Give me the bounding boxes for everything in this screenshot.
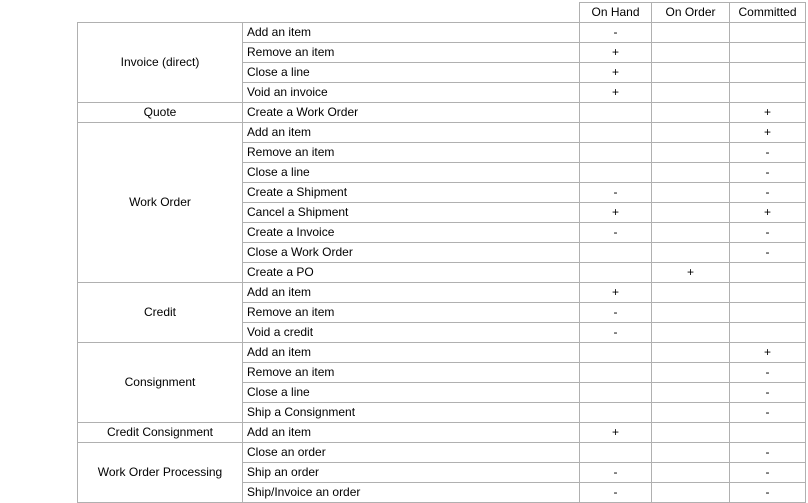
action-cell: Create a Work Order bbox=[243, 103, 580, 123]
committed-cell bbox=[730, 43, 806, 63]
on-hand-cell: - bbox=[580, 463, 652, 483]
on-hand-cell: + bbox=[580, 203, 652, 223]
on-hand-cell bbox=[580, 163, 652, 183]
action-cell: Remove an item bbox=[243, 363, 580, 383]
action-cell: Close a Work Order bbox=[243, 243, 580, 263]
action-cell: Close a line bbox=[243, 383, 580, 403]
action-cell: Close a line bbox=[243, 163, 580, 183]
on-order-cell bbox=[652, 463, 730, 483]
action-cell: Add an item bbox=[243, 283, 580, 303]
on-hand-cell bbox=[580, 123, 652, 143]
on-order-cell bbox=[652, 403, 730, 423]
committed-cell: - bbox=[730, 463, 806, 483]
action-cell: Create a Invoice bbox=[243, 223, 580, 243]
on-hand-cell: + bbox=[580, 283, 652, 303]
committed-cell bbox=[730, 283, 806, 303]
on-hand-cell: - bbox=[580, 323, 652, 343]
on-order-cell bbox=[652, 223, 730, 243]
committed-cell bbox=[730, 423, 806, 443]
committed-cell: - bbox=[730, 363, 806, 383]
table-header bbox=[78, 3, 806, 23]
on-hand-cell bbox=[580, 443, 652, 463]
on-order-cell bbox=[652, 123, 730, 143]
table-body bbox=[78, 23, 806, 503]
on-order-cell bbox=[652, 83, 730, 103]
header-action-blank bbox=[243, 3, 580, 23]
document-type-cell: Credit Consignment bbox=[78, 423, 243, 443]
committed-cell bbox=[730, 63, 806, 83]
committed-cell bbox=[730, 323, 806, 343]
committed-cell bbox=[730, 23, 806, 43]
on-order-cell bbox=[652, 23, 730, 43]
action-cell: Add an item bbox=[243, 423, 580, 443]
on-order-cell bbox=[652, 163, 730, 183]
header-on-order: On Order bbox=[652, 3, 730, 23]
action-cell: Void an invoice bbox=[243, 83, 580, 103]
action-cell: Remove an item bbox=[243, 143, 580, 163]
on-hand-cell bbox=[580, 403, 652, 423]
on-order-cell bbox=[652, 143, 730, 163]
action-cell: Cancel a Shipment bbox=[243, 203, 580, 223]
on-hand-cell bbox=[580, 343, 652, 363]
on-hand-cell: + bbox=[580, 63, 652, 83]
table-row bbox=[78, 343, 806, 363]
committed-cell bbox=[730, 83, 806, 103]
committed-cell: - bbox=[730, 403, 806, 423]
on-hand-cell: - bbox=[580, 183, 652, 203]
action-cell: Ship a Consignment bbox=[243, 403, 580, 423]
table-row bbox=[78, 283, 806, 303]
on-order-cell: + bbox=[652, 263, 730, 283]
action-cell: Add an item bbox=[243, 343, 580, 363]
document-type-cell: Work Order Processing bbox=[78, 443, 243, 503]
action-cell: Add an item bbox=[243, 123, 580, 143]
committed-cell: + bbox=[730, 203, 806, 223]
action-cell: Close a line bbox=[243, 63, 580, 83]
on-order-cell bbox=[652, 183, 730, 203]
action-cell: Close an order bbox=[243, 443, 580, 463]
committed-cell bbox=[730, 303, 806, 323]
header-on-hand: On Hand bbox=[580, 3, 652, 23]
on-order-cell bbox=[652, 203, 730, 223]
on-order-cell bbox=[652, 323, 730, 343]
on-hand-cell: + bbox=[580, 43, 652, 63]
on-order-cell bbox=[652, 63, 730, 83]
committed-cell: - bbox=[730, 163, 806, 183]
document-type-cell: Credit bbox=[78, 283, 243, 343]
on-hand-cell bbox=[580, 143, 652, 163]
on-hand-cell: + bbox=[580, 83, 652, 103]
action-cell: Create a PO bbox=[243, 263, 580, 283]
document-type-cell: Consignment bbox=[78, 343, 243, 423]
table-row bbox=[78, 23, 806, 43]
on-hand-cell bbox=[580, 243, 652, 263]
committed-cell: - bbox=[730, 243, 806, 263]
on-hand-cell bbox=[580, 103, 652, 123]
action-cell: Add an item bbox=[243, 23, 580, 43]
committed-cell: - bbox=[730, 183, 806, 203]
on-hand-cell: - bbox=[580, 223, 652, 243]
committed-cell: - bbox=[730, 483, 806, 503]
committed-cell: + bbox=[730, 343, 806, 363]
inventory-effects-table bbox=[77, 2, 806, 503]
on-order-cell bbox=[652, 423, 730, 443]
on-order-cell bbox=[652, 383, 730, 403]
committed-cell: - bbox=[730, 443, 806, 463]
on-order-cell bbox=[652, 243, 730, 263]
table-row bbox=[78, 103, 806, 123]
on-order-cell bbox=[652, 363, 730, 383]
committed-cell: - bbox=[730, 143, 806, 163]
header-document-blank bbox=[78, 3, 243, 23]
table-header-row bbox=[78, 3, 806, 23]
header-committed: Committed bbox=[730, 3, 806, 23]
on-hand-cell: + bbox=[580, 423, 652, 443]
on-order-cell bbox=[652, 103, 730, 123]
document-type-cell: Quote bbox=[78, 103, 243, 123]
document-type-cell: Invoice (direct) bbox=[78, 23, 243, 103]
action-cell: Remove an item bbox=[243, 303, 580, 323]
on-hand-cell: - bbox=[580, 303, 652, 323]
on-hand-cell bbox=[580, 263, 652, 283]
on-hand-cell: - bbox=[580, 483, 652, 503]
on-hand-cell bbox=[580, 383, 652, 403]
table-row bbox=[78, 123, 806, 143]
on-hand-cell bbox=[580, 363, 652, 383]
spreadsheet-sheet bbox=[0, 2, 808, 499]
table-row bbox=[78, 423, 806, 443]
committed-cell: - bbox=[730, 383, 806, 403]
on-hand-cell: - bbox=[580, 23, 652, 43]
committed-cell: + bbox=[730, 123, 806, 143]
committed-cell: - bbox=[730, 223, 806, 243]
committed-cell: + bbox=[730, 103, 806, 123]
table-row bbox=[78, 443, 806, 463]
on-order-cell bbox=[652, 303, 730, 323]
on-order-cell bbox=[652, 283, 730, 303]
action-cell: Ship/Invoice an order bbox=[243, 483, 580, 503]
action-cell: Ship an order bbox=[243, 463, 580, 483]
on-order-cell bbox=[652, 443, 730, 463]
on-order-cell bbox=[652, 43, 730, 63]
on-order-cell bbox=[652, 343, 730, 363]
action-cell: Void a credit bbox=[243, 323, 580, 343]
document-type-cell: Work Order bbox=[78, 123, 243, 283]
action-cell: Create a Shipment bbox=[243, 183, 580, 203]
action-cell: Remove an item bbox=[243, 43, 580, 63]
committed-cell bbox=[730, 263, 806, 283]
